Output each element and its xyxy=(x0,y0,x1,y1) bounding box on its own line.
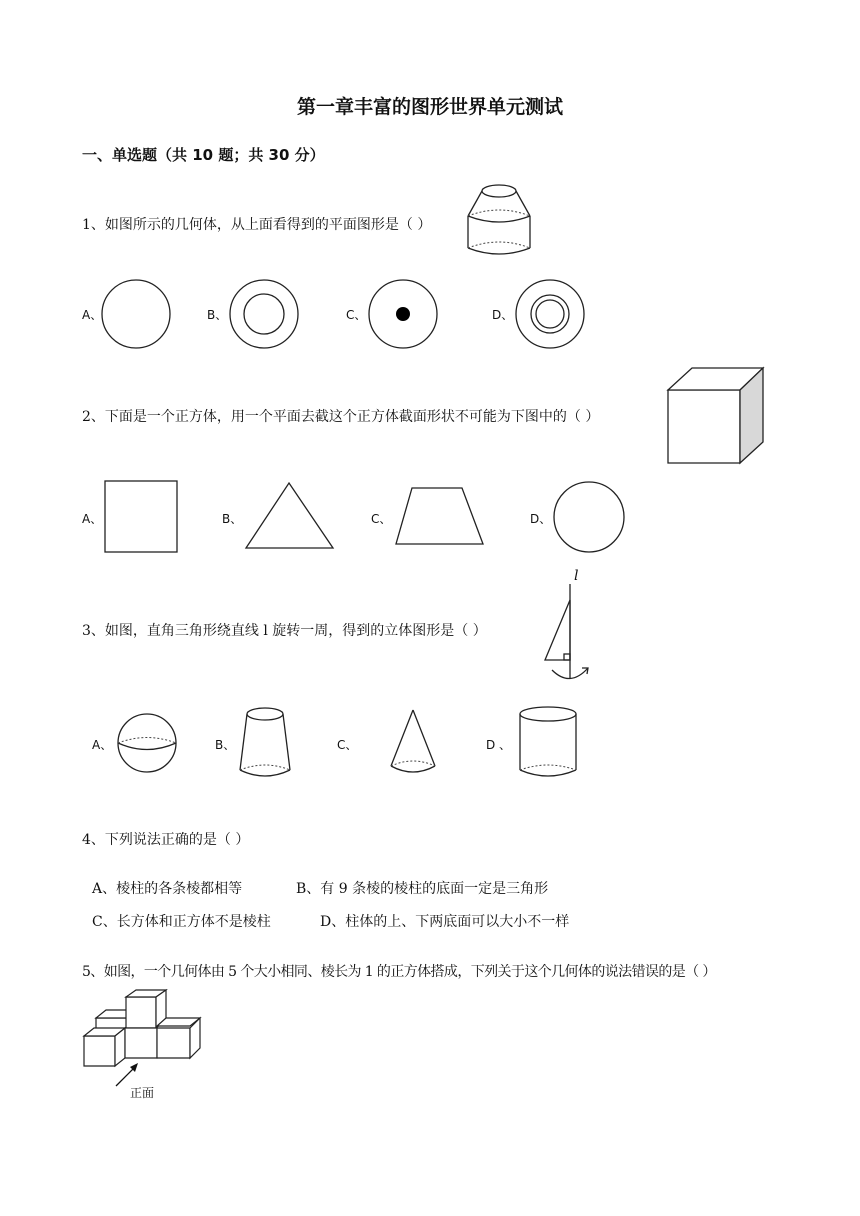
q1-option-c-circle-dot xyxy=(367,278,439,350)
q1-option-b-rings xyxy=(228,278,300,350)
q1-option-c-label[interactable]: C、 xyxy=(346,308,367,322)
q3-option-c-cone xyxy=(388,708,440,778)
q2-option-b-label[interactable]: B、 xyxy=(222,512,243,526)
page-title: 第一章丰富的图形世界单元测试 xyxy=(296,96,563,118)
q2-option-a-square xyxy=(104,480,178,554)
q2-option-d-label[interactable]: D、 xyxy=(530,512,552,526)
question-4-text: 4、下列说法正确的是（ ） xyxy=(82,832,250,848)
q3-option-b-frustum xyxy=(238,704,294,780)
q4-option-b[interactable]: B、有 9 条棱的棱柱的底面一定是三角形 xyxy=(296,881,549,897)
q1-option-a-circle xyxy=(100,278,172,350)
q4-option-c[interactable]: C、长方体和正方体不是棱柱 xyxy=(92,914,271,930)
q5-front-label: 正面 xyxy=(130,1086,155,1100)
q3-option-c-label[interactable]: C、 xyxy=(337,738,358,752)
q2-option-d-circle xyxy=(552,480,626,554)
q3-option-d-cylinder xyxy=(518,704,580,782)
question-1-text: 1、如图所示的几何体，从上面看得到的平面图形是（ ） xyxy=(82,217,432,233)
question-3-text: 3、如图，直角三角形绕直线 l 旋转一周，得到的立体图形是（ ） xyxy=(82,623,487,639)
q2-cube-figure xyxy=(666,366,766,466)
q3-option-a-sphere xyxy=(116,712,180,776)
q3-option-d-label[interactable]: D 、 xyxy=(486,738,512,752)
q3-option-b-label[interactable]: B、 xyxy=(215,738,236,752)
q2-option-c-trapezoid xyxy=(394,486,486,548)
q3-right-triangle-rotation-figure xyxy=(538,570,598,688)
q5-five-cubes-figure xyxy=(82,988,206,1074)
q4-option-d[interactable]: D、柱体的上、下两底面可以大小不一样 xyxy=(320,914,570,930)
q3-option-a-label[interactable]: A、 xyxy=(92,738,113,752)
q3-axis-label: l xyxy=(574,568,579,584)
q1-option-d-label[interactable]: D、 xyxy=(492,308,514,322)
q1-option-a-label[interactable]: A、 xyxy=(82,308,103,322)
section-heading: 一、单选题（共 10 题；共 30 分） xyxy=(82,146,325,164)
q1-option-b-label[interactable]: B、 xyxy=(207,308,228,322)
q2-option-c-label[interactable]: C、 xyxy=(371,512,392,526)
q2-option-a-label[interactable]: A、 xyxy=(82,512,103,526)
question-2-text: 2、下面是一个正方体，用一个平面去截这个正方体截面形状不可能为下图中的（ ） xyxy=(82,409,600,425)
q4-option-a[interactable]: A、棱柱的各条棱都相等 xyxy=(92,881,243,897)
q1-frustum-cylinder-figure xyxy=(462,180,538,264)
q1-option-d-triple-rings xyxy=(514,278,586,350)
question-5-text: 5、如图，一个几何体由 5 个大小相同、棱长为 1 的正方体搭成，下列关于这个几何体的说法错误的是（ ） xyxy=(82,964,716,980)
q2-option-b-triangle xyxy=(244,480,336,552)
